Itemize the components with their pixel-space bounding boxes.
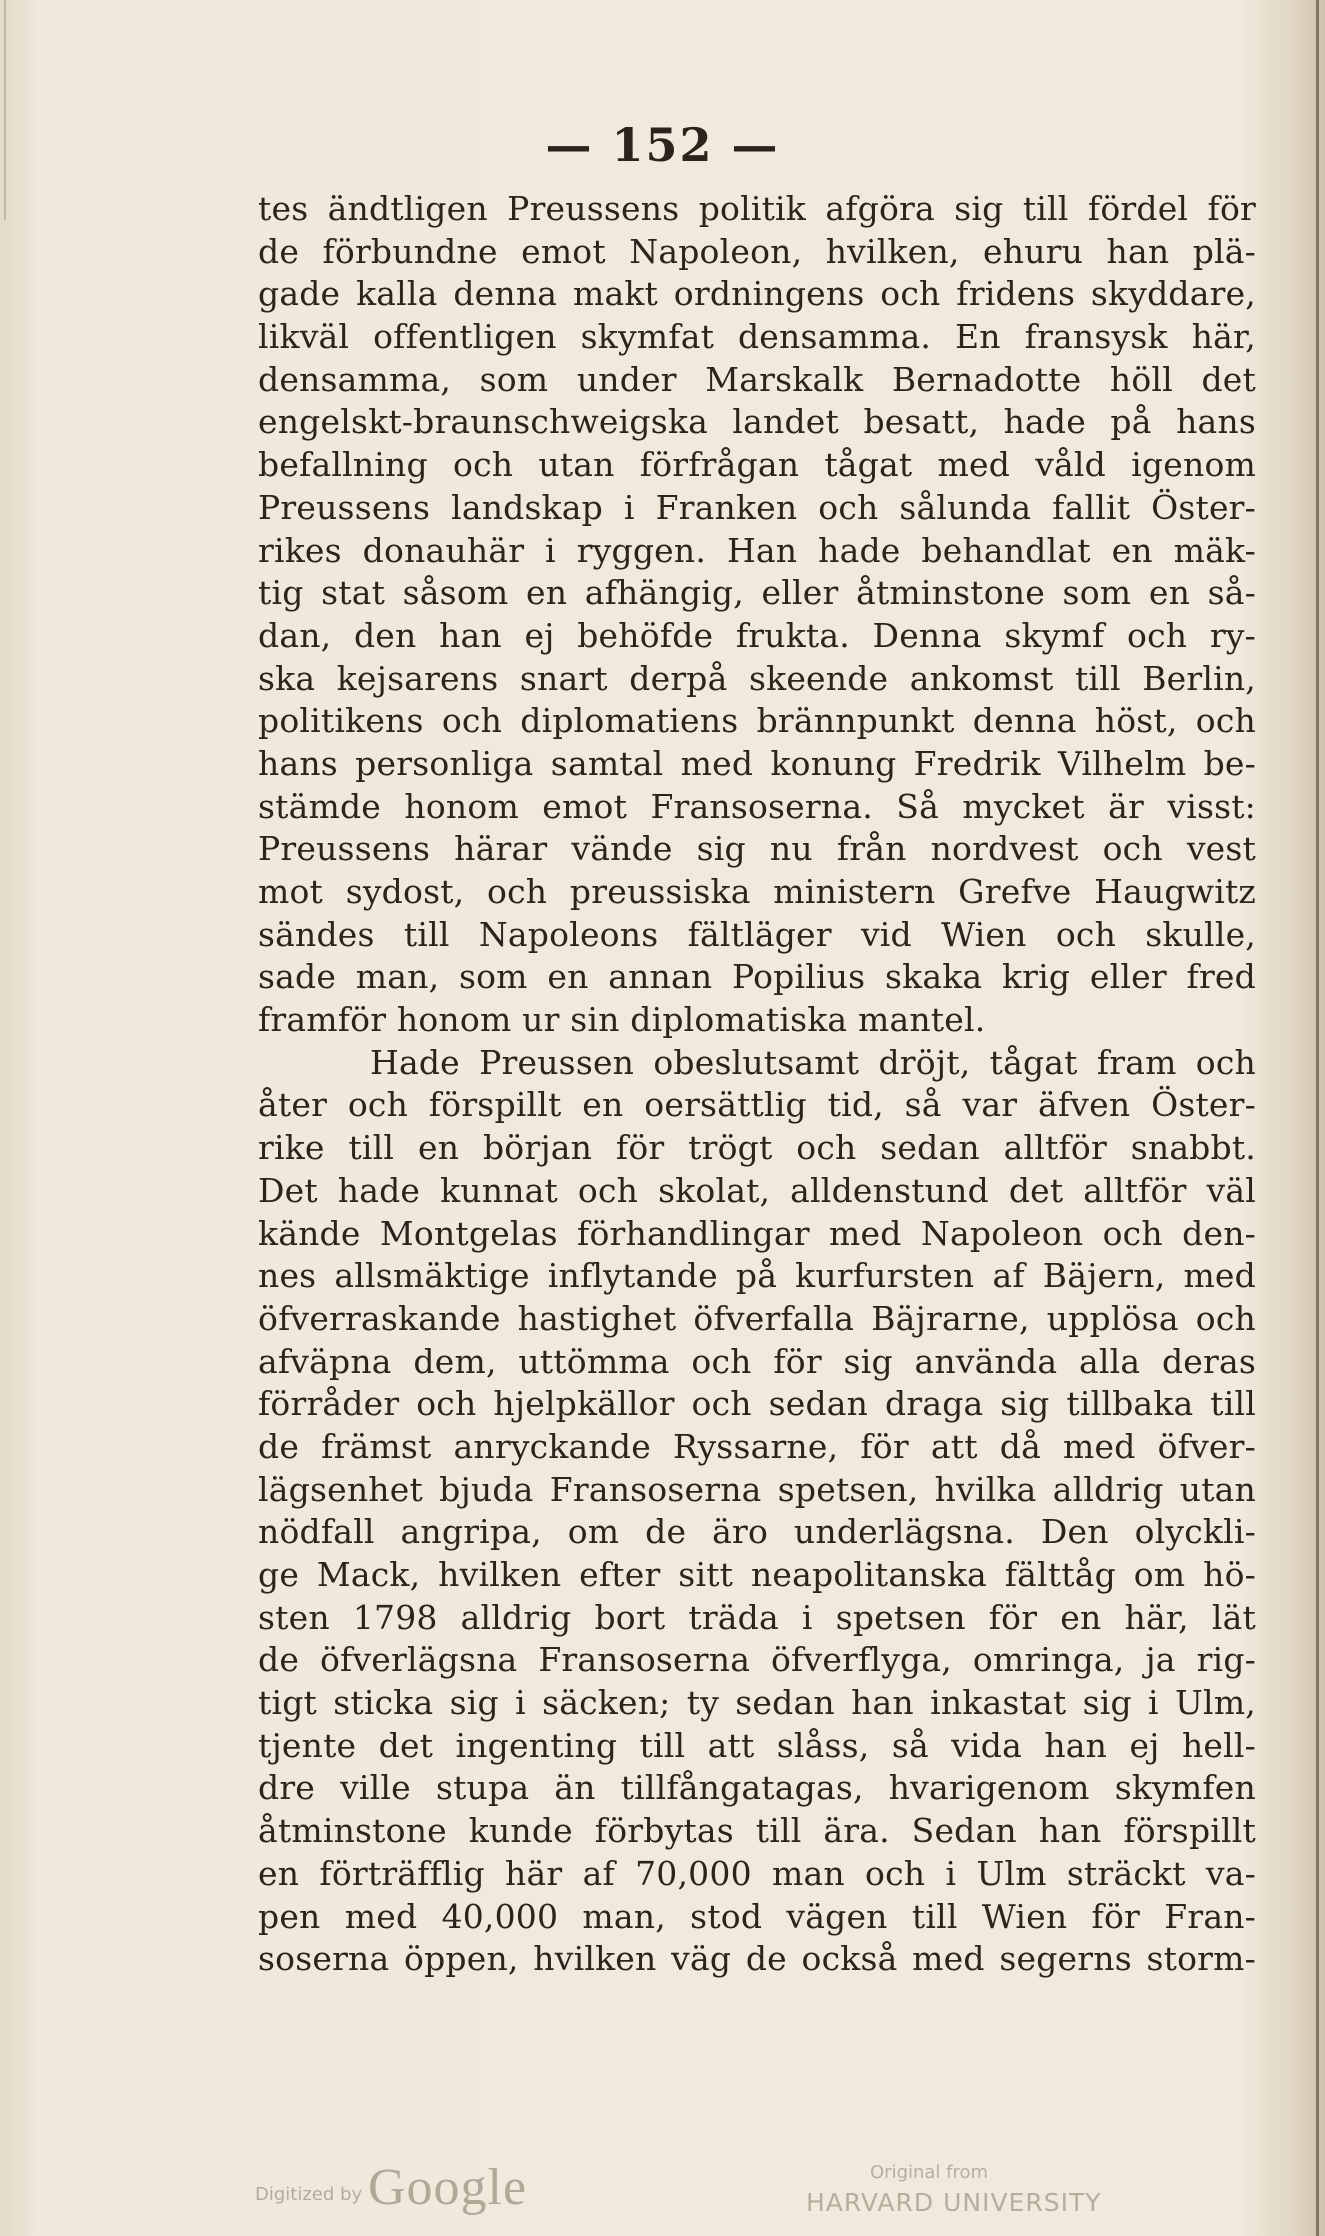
text-line: rikes donauhär i ryggen. Han hade behandlat en mäk- — [258, 530, 1256, 570]
paragraph-start-line: Hade Preussen obeslutsamt dröjt, tågat fram och — [370, 1042, 1256, 1082]
digitization-footer — [0, 2158, 1325, 2228]
text-line: nes allsmäktige inflytande på kurfursten af Bäjern, med — [258, 1256, 1256, 1296]
text-line: Preussens härar vände sig nu från nordvest och vest — [258, 829, 1256, 869]
text-line: åtminstone kunde förbytas till ära. Sedan han förspillt — [258, 1811, 1256, 1851]
text-line: stämde honom emot Fransoserna. Så mycket är visst: — [258, 786, 1256, 826]
text-line: sade man, som en annan Popilius skaka krig eller fred — [258, 957, 1256, 997]
digitized-by-label: Digitized by — [255, 2184, 363, 2205]
text-line: hans personliga samtal med konung Fredrik Vilhelm be- — [258, 743, 1256, 783]
google-logo: Google — [368, 2159, 528, 2216]
text-line: gade kalla denna makt ordningens och fridens skyddare, — [258, 274, 1256, 314]
page-edge-right — [1316, 0, 1319, 2236]
text-line: Det hade kunnat och skolat, alldenstund det alltför väl — [258, 1170, 1256, 1210]
text-line: de öfverlägsna Fransoserna öfverflyga, omringa, ja rig- — [258, 1640, 1256, 1680]
text-line: densamma, som under Marskalk Bernadotte höll det — [258, 359, 1256, 399]
text-line: de främst anryckande Ryssarne, för att då med öfver- — [258, 1426, 1256, 1466]
text-line: pen med 40,000 man, stod vägen till Wien för Fran- — [258, 1896, 1256, 1936]
text-line: sändes till Napoleons fältläger vid Wien och skulle, — [258, 914, 1256, 954]
page-edge-left — [4, 0, 6, 220]
text-line: engelskt-braunschweigska landet besatt, hade på hans — [258, 402, 1256, 442]
text-line: lägsenhet bjuda Fransoserna spetsen, hvilka alldrig utan — [258, 1469, 1256, 1509]
text-line: tig stat såsom en afhängig, eller åtminstone som en så- — [258, 573, 1256, 613]
text-line: afväpna dem, uttömma och för sig använda alla deras — [258, 1341, 1256, 1381]
original-from-label: Original from — [870, 2162, 989, 2183]
text-line: tes ändtligen Preussens politik afgöra sig till fördel för — [258, 189, 1256, 228]
text-line: soserna öppen, hvilken väg de också med segerns storm- — [258, 1939, 1256, 1979]
text-line: förråder och hjelpkällor och sedan draga sig tillbaka till — [258, 1384, 1256, 1424]
text-line: politikens och diplomatiens brännpunkt denna höst, och — [258, 701, 1256, 741]
text-line: likväl offentligen skymfat densamma. En fransysk här, — [258, 317, 1256, 357]
text-line: nödfall angripa, om de äro underlägsna. Den olyckli- — [258, 1512, 1256, 1552]
text-line: framför honom ur sin diplomatiska mantel. — [258, 1000, 986, 1040]
text-line: befallning och utan förfrågan tågat med våld igenom — [258, 445, 1256, 485]
text-line: Preussens landskap i Franken och sålunda fallit Öster- — [258, 487, 1256, 527]
text-line: dre ville stupa än tillfångatagas, hvarigenom skymfen — [258, 1768, 1256, 1808]
text-line: kände Montgelas förhandlingar med Napoleon och den- — [258, 1213, 1256, 1253]
text-line: sten 1798 alldrig bort träda i spetsen för en här, lät — [258, 1597, 1256, 1637]
body-text — [258, 188, 1256, 1981]
text-line: dan, den han ej behöfde frukta. Denna skymf och ry- — [258, 615, 1256, 655]
text-line: tigt sticka sig i säcken; ty sedan han inkastat sig i Ulm, — [258, 1683, 1256, 1723]
text-line: öfverraskande hastighet öfverfalla Bäjrarne, upplösa och — [258, 1298, 1256, 1338]
text-line: åter och förspillt en oersättlig tid, så var äfven Öster- — [258, 1085, 1256, 1125]
text-line: ska kejsarens snart derpå skeende ankomst till Berlin, — [258, 658, 1256, 698]
text-line: de förbundne emot Napoleon, hvilken, ehuru han plä- — [258, 231, 1256, 271]
page-number: — 152 — — [545, 118, 780, 172]
text-line: tjente det ingenting till att slåss, så vida han ej hell- — [258, 1725, 1256, 1765]
text-line: mot sydost, och preussiska ministern Grefve Haugwitz — [258, 872, 1256, 911]
text-line: rike till en början för trögt och sedan alltför snabbt. — [258, 1128, 1256, 1168]
text-line: ge Mack, hvilken efter sitt neapolitanska fälttåg om hö- — [258, 1555, 1256, 1594]
text-line: en förträfflig här af 70,000 man och i Ulm sträckt va- — [258, 1853, 1256, 1893]
institution-label: HARVARD UNIVERSITY — [806, 2188, 1102, 2217]
